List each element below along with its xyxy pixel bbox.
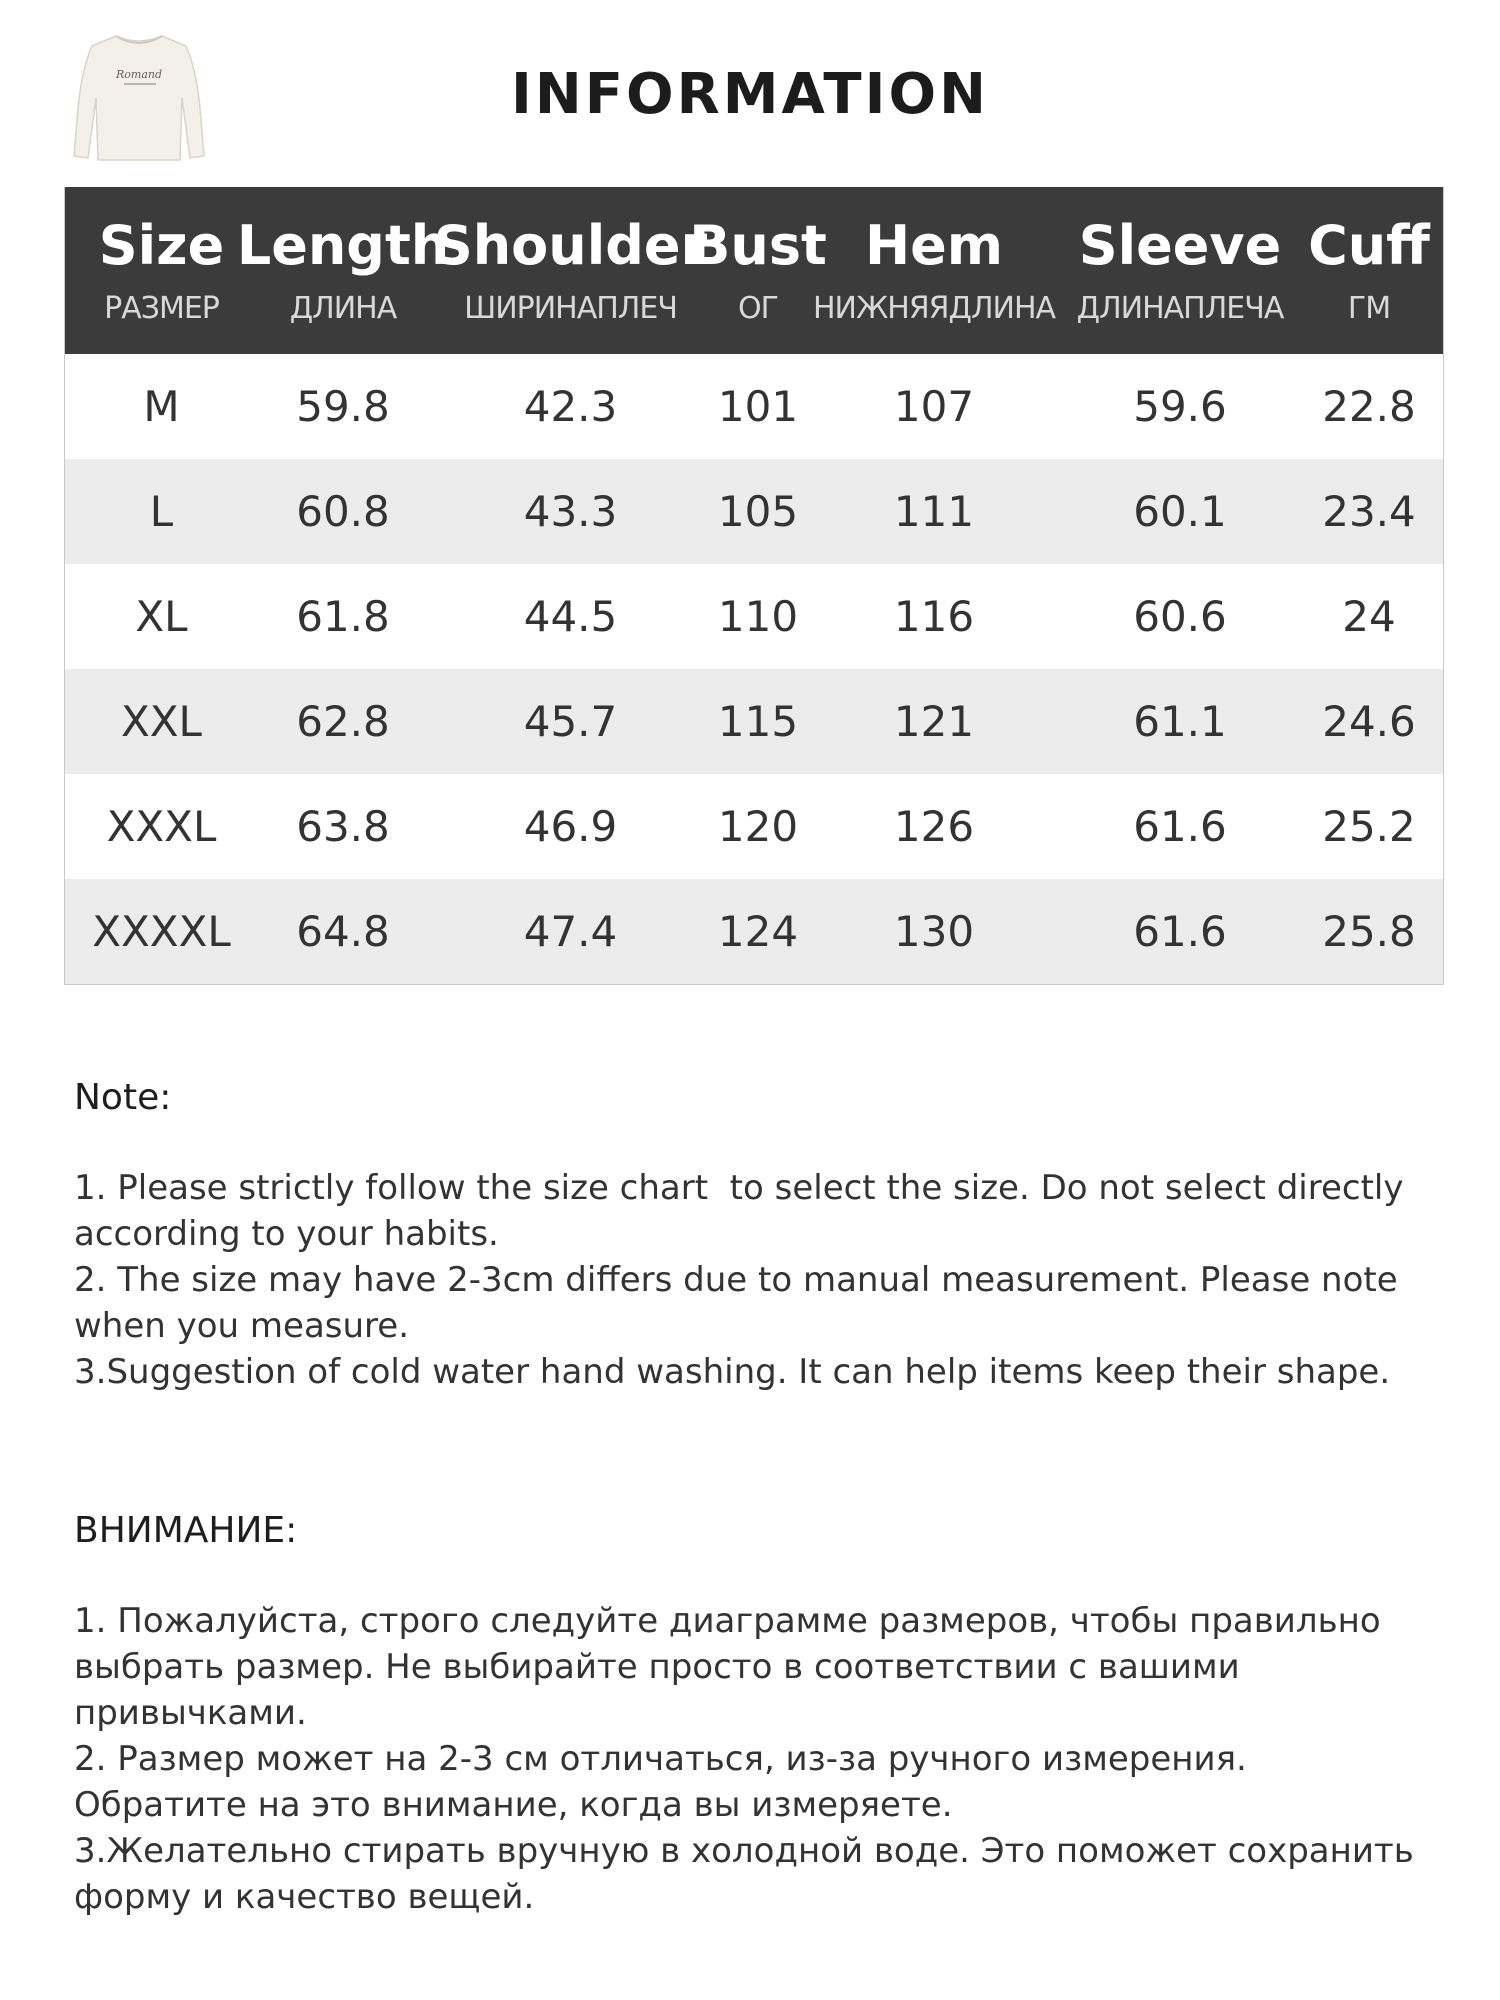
measurement-cell: 25.2: [1322, 802, 1416, 851]
note-line: 1. Please strictly follow the size chart to select the size. Do not select directly: [74, 1168, 1404, 1208]
size-cell: XL: [135, 592, 188, 641]
size-cell: L: [149, 487, 174, 536]
size-cell: M: [143, 382, 180, 431]
note-line: выбрать размер. Не выбирайте просто в соответствии с вашими: [74, 1647, 1240, 1687]
note-english: [74, 1075, 1454, 1395]
note-line: 1. Пожалуйста, строго следуйте диаграмме размеров, чтобы правильно: [74, 1601, 1381, 1641]
measurement-cell: 121: [893, 697, 975, 746]
header-shoulder: [428, 187, 713, 354]
header-label: Length: [236, 214, 450, 277]
note-lines: [74, 1598, 1454, 1920]
measurement-cell: 61.8: [296, 592, 390, 641]
measurement-cell: 24.6: [1322, 697, 1416, 746]
note-line: 2. Размер может на 2-3 см отличаться, из-за ручного измерения.: [74, 1739, 1247, 1779]
note-line: 3.Suggestion of cold water hand washing. It can help items keep their shape.: [74, 1352, 1391, 1392]
measurement-cell: 105: [717, 487, 799, 536]
measurement-cell: 59.6: [1133, 382, 1227, 431]
header-label: Size: [98, 214, 225, 277]
note-line: when you measure.: [74, 1306, 410, 1346]
size-cell: XXL: [121, 697, 202, 746]
measurement-cell: 107: [893, 382, 975, 431]
measurement-cell: 22.8: [1322, 382, 1416, 431]
measurement-cell: 115: [717, 697, 799, 746]
note-line: привычками.: [74, 1693, 307, 1733]
size-cell: XXXL: [106, 802, 217, 851]
table-row: [65, 564, 1443, 669]
page-title: INFORMATION: [511, 62, 989, 127]
measurement-cell: 64.8: [296, 907, 390, 956]
measurement-cell: 130: [893, 907, 975, 956]
note-russian: [74, 1508, 1454, 1920]
measurement-cell: 110: [717, 592, 799, 641]
measurement-cell: 61.1: [1133, 697, 1227, 746]
header-size: [65, 187, 258, 354]
note-heading: ВНИМАНИЕ:: [74, 1510, 298, 1551]
measurement-cell: 47.4: [523, 907, 618, 956]
measurement-cell: 45.7: [523, 697, 618, 746]
table-row: [65, 774, 1443, 879]
measurement-cell: 42.3: [523, 382, 618, 431]
measurement-cell: 59.8: [296, 382, 390, 431]
note-line: форму и качество вещей.: [74, 1877, 535, 1917]
measurement-cell: 60.8: [296, 487, 390, 536]
header-label: Hem: [864, 214, 1004, 277]
table-header: [65, 187, 1443, 354]
measurement-cell: 124: [717, 907, 799, 956]
note-line: 2. The size may have 2-3cm differs due to manual measurement. Please note: [74, 1260, 1398, 1300]
measurement-cell: 62.8: [296, 697, 390, 746]
measurement-cell: 43.3: [523, 487, 618, 536]
measurement-cell: 111: [893, 487, 975, 536]
note-line: according to your habits.: [74, 1214, 499, 1254]
header-sublabel: ГМ: [1347, 291, 1391, 326]
header-label: Sleeve: [1078, 214, 1282, 277]
measurement-cell: 23.4: [1322, 487, 1416, 536]
measurement-cell: 46.9: [523, 802, 618, 851]
measurement-cell: 60.6: [1133, 592, 1227, 641]
measurement-cell: 101: [717, 382, 799, 431]
measurement-cell: 126: [893, 802, 975, 851]
note-line: 3.Желательно стирать вручную в холодной воде. Это поможет сохранить: [74, 1831, 1414, 1871]
header-sublabel: РАЗМЕР: [104, 291, 219, 326]
header-bust: [689, 187, 827, 354]
size-chart-table: [64, 187, 1444, 985]
header-label: Cuff: [1308, 214, 1430, 277]
measurement-cell: 61.6: [1133, 802, 1227, 851]
measurement-cell: 63.8: [296, 802, 390, 851]
header-hem: [803, 187, 1065, 354]
table-row: [65, 669, 1443, 774]
header-sublabel: ДЛИНАПЛЕЧА: [1076, 291, 1284, 326]
header-sublabel: ШИРИНАПЛЕЧ: [464, 291, 677, 326]
measurement-cell: 60.1: [1133, 487, 1227, 536]
header-label: Shoulder: [433, 214, 708, 277]
measurement-cell: 61.6: [1133, 907, 1227, 956]
table-row: [65, 879, 1443, 984]
header-length: [236, 187, 450, 354]
note-line: Обратите на это внимание, когда вы измеряете.: [74, 1785, 953, 1825]
header-label: Bust: [689, 214, 827, 277]
note-heading: Note:: [74, 1077, 172, 1118]
header-sleeve: [1065, 187, 1295, 354]
measurement-cell: 44.5: [523, 592, 618, 641]
product-print-text: Romand: [115, 68, 163, 81]
header-cuff: [1295, 187, 1443, 354]
size-cell: XXXXL: [92, 907, 231, 956]
measurement-cell: 120: [717, 802, 799, 851]
header-sublabel: ОГ: [738, 291, 778, 326]
table-body: [65, 354, 1443, 984]
measurement-cell: 25.8: [1322, 907, 1416, 956]
header-sublabel: ДЛИНА: [289, 291, 397, 326]
measurement-cell: 116: [893, 592, 975, 641]
note-lines: [74, 1165, 1454, 1395]
measurement-cell: 24: [1342, 592, 1396, 641]
header-sublabel: НИЖНЯЯДЛИНА: [812, 291, 1056, 326]
table-row: [65, 354, 1443, 459]
table-row: [65, 459, 1443, 564]
